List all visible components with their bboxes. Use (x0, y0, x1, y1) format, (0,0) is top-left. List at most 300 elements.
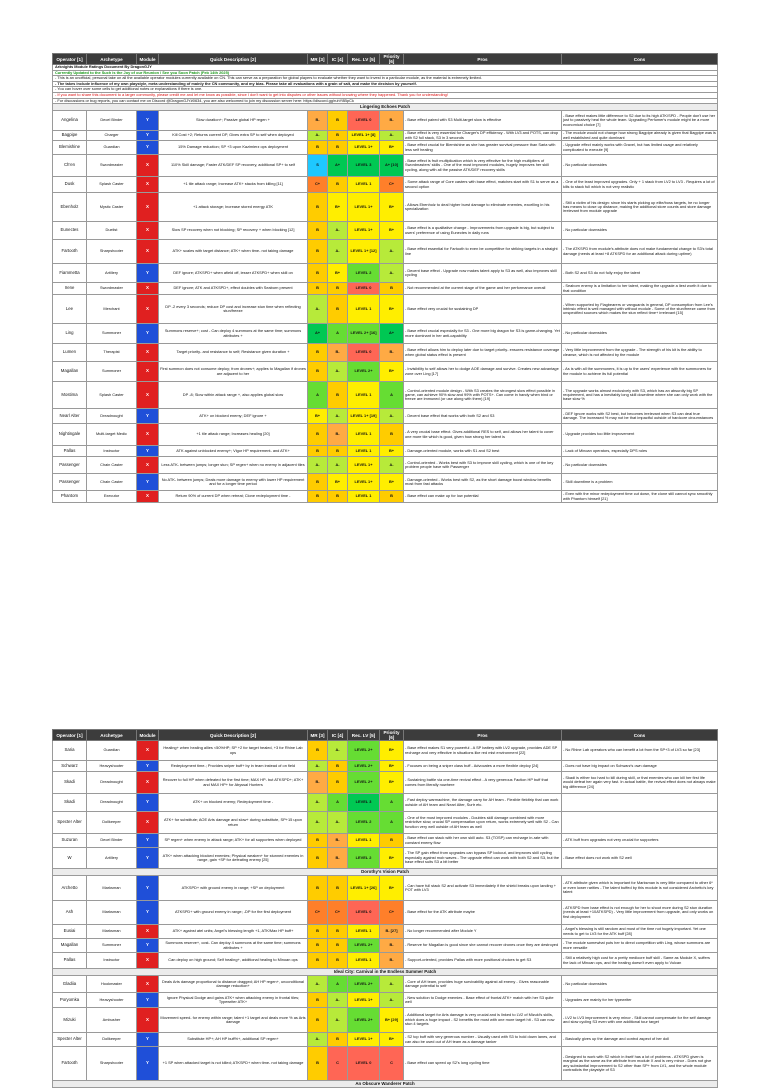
archetype: Mystic Caster (87, 193, 137, 222)
ic-rating: B (328, 876, 348, 901)
module-badge: X (137, 177, 159, 193)
cons-text: - Base effect makes little difference to S2 due to its high ATK/SPD - People don't use her just to passively heal the whole team. Upgrading Perfumer's module might be a more economical choice [7] (562, 111, 718, 131)
module-badge: X (137, 457, 159, 474)
ic-rating: B (328, 295, 348, 324)
cons-text: - Both S2 and S3 do not fully enjoy the talent (562, 264, 718, 283)
module-badge: Y (137, 939, 159, 953)
pros-text: - Some attack range of Core casters with base effect, matches start with S1 to serve as a second option (404, 177, 562, 193)
pros-text: - Base effect for the ATK attribute maybe (404, 901, 562, 925)
rec-level: LEVEL 2+ (348, 1008, 380, 1033)
info-line-5[interactable]: - For discussions or bug reports, you can contact me on Discord @DragonGJY#0634, you are also welcomed to join my discussion server here: https://discord.gg/ruhY8BpCk (53, 98, 718, 104)
ic-rating: B+ (328, 193, 348, 222)
module-badge: Y (137, 848, 159, 869)
section-header: Dorothy's Vision Patch (53, 869, 718, 876)
module-badge: Y (137, 993, 159, 1008)
mr-rating: B (308, 834, 328, 848)
module-badge: Y (137, 324, 159, 344)
module-badge: Y (137, 446, 159, 457)
quick-description: ATKSPD+ with ground enemy in range; -DP for the first deployment (159, 901, 308, 925)
ic-rating: B (328, 177, 348, 193)
archetype: Heavyshooter (87, 761, 137, 772)
mr-rating: B- (308, 111, 328, 131)
operator-name: Schwarz (53, 761, 87, 772)
header-cons: Cons (562, 54, 718, 65)
rec-level: LEVEL 3 (348, 155, 380, 177)
quick-description: ATK+ on blocked enemy; DEF ignore + (159, 409, 308, 424)
rec-level: LEVEL 2+ (348, 761, 380, 772)
cons-text: - Very little improvement from the upgrade - The strength of his kit is the ability to cleanse, which is not affected by the module (562, 344, 718, 362)
cons-text: - No particular downsides (562, 457, 718, 474)
cons-text: - The module would not change how strong Bagpipe already is given that Bagpipe was is well established and quite dominant (563, 130, 716, 140)
operator-name: Fartooth (53, 1047, 87, 1081)
ic-rating: C (328, 1047, 348, 1081)
table-row (53, 382, 718, 409)
archetype: Guardian (87, 741, 137, 761)
ratings-table-2 (52, 729, 718, 1088)
rec-level: LEVEL 0 (348, 901, 380, 925)
header-cons: Cons (562, 730, 718, 741)
table-row (53, 474, 718, 491)
module-badge: X (137, 193, 159, 222)
archetype: Marksman (87, 901, 137, 925)
priority-rating: A (380, 812, 404, 834)
quick-description: Movement speed- for enemy within range; talent +1 target and deals more % as Arts damage (159, 1008, 308, 1033)
pros-text: - S2 top buff with very generous number - Usually used with S3 to hold down lanes, and can also be used out of AH team as a damage tanker (404, 1033, 562, 1047)
header-priority: Priority [6] (380, 54, 404, 65)
table-row (53, 794, 718, 812)
rec-level: LEVEL 1 (348, 295, 380, 324)
module-badge: X (137, 295, 159, 324)
module-badge: X (137, 925, 159, 939)
pros-text: - Base effect paired with S3 Multi-target slow is effective (404, 111, 562, 131)
rec-level: LEVEL 1+ (348, 474, 380, 491)
section-header: Lingering Echoes Patch (53, 104, 718, 111)
cons-text: - ATK attribute given which is important for Marksman is very little compared to other 6* or even lower rarities - The talent buffed by this module is not considered Archetto's key talent (562, 876, 718, 901)
ic-rating: B (328, 131, 348, 141)
table-row (53, 155, 718, 177)
rec-level: LEVEL 2+ (348, 362, 380, 382)
module-badge: Y (137, 1047, 159, 1081)
quick-description: 15% Damage reduction; SP +3 upon Kazimierz ops deployment (159, 141, 308, 155)
rec-level: LEVEL 1 (348, 446, 380, 457)
operator-name: Passenger (53, 457, 87, 474)
ratings-sheet-1 (52, 53, 717, 503)
header-module: Module (137, 730, 159, 741)
mr-rating: A- (308, 457, 328, 474)
table-row (53, 939, 718, 953)
operator-name: Phantom (53, 491, 87, 503)
pros-text: - One of the most improved modules - Doubles skill damage combined with more restrictive slow, crucial SP compensation upon return, works extremely well with S2 - Can function very well outside of AH team as well (404, 812, 562, 834)
rec-level: LEVEL 1+ (348, 1033, 380, 1047)
ic-rating: B+ (328, 474, 348, 491)
pros-text: - Base effect can make up for low potential (404, 491, 562, 503)
quick-description: Healing+ when healing allies <50%HP; SP +2 for target healed, +3 for Rhine Lab ops (159, 741, 308, 761)
header-quick-description: Quick Description [2] (159, 730, 308, 741)
rec-level: LEVEL 1+ [19] (348, 409, 380, 424)
ic-rating: A- (328, 240, 348, 264)
archetype: Dreadnought (87, 794, 137, 812)
table-row (53, 344, 718, 362)
pros-text: - Base effect is a qualitative change - Improvements from upgrade is big, but subject to users' preference of using Eunectes in daily runs (404, 222, 562, 240)
cons-text: - Skadi is either too hard to kill during skill, or that enemies who can kill her first life would defeat her again very fast. In actual battle, the revival effect does not always make big difference [24] (562, 772, 718, 794)
archetype: Chain Caster (87, 457, 137, 474)
operator-name: Lumen (53, 344, 87, 362)
priority-rating: A- (380, 993, 404, 1008)
quick-description: DEF ignore; ATKSPD+ when afield off, lesser ATKSPD+ when skill on (159, 264, 308, 283)
operator-name: Dusk (53, 177, 87, 193)
mr-rating: C+ (308, 901, 328, 925)
operator-name: Specter Alter (53, 812, 87, 834)
ic-rating: B- (328, 834, 348, 848)
module-badge: X (137, 344, 159, 362)
operator-name: Ch'en (53, 155, 87, 177)
cons-text: - The upgrade works almost exclusively with S3, which has an absurdly big SP requirement, and has a inevitably long skill downtime where she can only work with the base slow % (562, 382, 718, 409)
cons-text: - The module somewhat puts her to direct competition with Ling, whose summons are more versatile (562, 939, 718, 953)
mr-rating: B (308, 362, 328, 382)
archetype: Artillery (87, 848, 137, 869)
module-badge: Y (137, 834, 159, 848)
table-row (53, 976, 718, 993)
operator-name: Eusiai (53, 925, 87, 939)
module-badge: X (137, 772, 159, 794)
table-row (53, 240, 718, 264)
pros-text: - Base effect crucial especially for S3 - One more big dragon for S3 is game-changing. Yet more dominant in her anti-capability (404, 324, 562, 344)
module-badge: X (137, 953, 159, 969)
rec-level: LEVEL 1 (348, 491, 380, 503)
cons-text: - The ATKSPD from module's attribute does not make fundamental change to S3's total damage (needs at least +8 ATKSPD for an additional attack during uptime) (562, 240, 718, 264)
priority-rating: A (380, 794, 404, 812)
ic-rating: B (328, 939, 348, 953)
rec-level: LEVEL 1+ [26] (348, 876, 380, 901)
rec-level: LEVEL 0 (348, 283, 380, 295)
header-quick-description: Quick Description [2] (159, 54, 308, 65)
priority-rating: A+ (380, 324, 404, 344)
table-row (53, 993, 718, 1008)
quick-description: Recover to full HP when defeated for the first time; MAX HP- but ATKSPD+; ATK+ and MAX HP+ for Abyssal Hunters (159, 772, 308, 794)
module-badge: Y (137, 111, 159, 131)
table-row (53, 491, 718, 503)
priority-rating: B- (380, 953, 404, 969)
mr-rating: B (308, 876, 328, 901)
cons-text: - Basically gives up the damage and control aspect of her doll (562, 1033, 718, 1047)
operator-name: Specter Alter (53, 1033, 87, 1047)
operator-name: Suzuran (53, 834, 87, 848)
header-ic: IC [4] (328, 54, 348, 65)
priority-rating: A (380, 382, 404, 409)
priority-rating: B+ (380, 474, 404, 491)
quick-description: No ATK- between jumps; Deals more damage to enemy with lower HP requirement and for a longer time period (159, 474, 308, 491)
module-badge: Y (137, 474, 159, 491)
header-pros: Pros (404, 730, 562, 741)
ic-rating: A (328, 976, 348, 993)
rec-level: LEVEL 1+ (348, 141, 380, 155)
ic-rating: B- (328, 848, 348, 869)
quick-description: Deals Arts damage proportional to distance dragged; AH HP regen+, unconditional damage reduction+ (159, 976, 308, 993)
ic-rating: A- (328, 409, 348, 424)
archetype: Charger (87, 131, 137, 141)
cons-text: - Even with the minor redeployment time cut down, the clone still cannot sync smoothly with Phantom himself [21] (562, 491, 718, 503)
table-row (53, 111, 718, 131)
rec-level: LEVEL 0 (348, 111, 380, 131)
rec-level: LEVEL 2 (348, 264, 380, 283)
cons-text: - When supported by Flagbearers or vanguards in general, DP consumption from Lee's intrinsic effect is well managed with without module - Some of the stun/freeze came from unspecified sources which makes the stun reflect time+ irrelevant [15] (562, 295, 718, 324)
ic-rating: A+ (328, 155, 348, 177)
module-badge: Y (137, 761, 159, 772)
operator-name: Skadi (53, 772, 87, 794)
header-archetype: Archetype (87, 730, 137, 741)
pros-text: - Control-oriented - Works best with S3 to improve skill cycling, which is one of the key problem people have with Passenger (404, 457, 562, 474)
ic-rating: B- (328, 344, 348, 362)
mr-rating: B (308, 240, 328, 264)
mr-rating: B (308, 424, 328, 446)
operator-name: Blemishine (53, 141, 87, 155)
rec-level: LEVEL 3 (348, 794, 380, 812)
pros-text: - Damage-oriented - Works best with S2, as the short damage boost window benefits most from fast attacks (404, 474, 562, 491)
cons-text: - Designed to work with S2 which in itself has a lot of problems - ATKSPD given is marginal as the same as the attribute from module X and is very minor - Does not give any substantial improvement to S2 other than SP+ from LV1, and the whole module contradicts the playstyle of S3 (562, 1047, 718, 1081)
pros-text: - Base effect can stack with her own skill auto. S3 (TOSP) can recharge in-rate with constant enemy flow (404, 834, 562, 848)
pros-text: - Not recommended at the current stage of the game and her performance overall (404, 283, 562, 295)
pros-text: - Damage-oriented module, works with S1 and S2 best (404, 446, 562, 457)
quick-description: DP -2 every 3 seconds; reduce DP cost and increase stun time when reflecting stun/freeze (159, 295, 308, 324)
module-badge: X (137, 491, 159, 503)
table-row (53, 741, 718, 761)
operator-name: Saria (53, 741, 87, 761)
operator-name: Fiammetta (53, 264, 87, 283)
priority-rating: B- (380, 111, 404, 131)
priority-rating: A- (380, 264, 404, 283)
module-badge: X (137, 362, 159, 382)
mr-rating: B (308, 939, 328, 953)
mr-rating: B (308, 1047, 328, 1081)
module-badge: X (137, 1008, 159, 1033)
mr-rating: A- (308, 131, 328, 141)
module-badge: Y (137, 794, 159, 812)
table-header (53, 730, 718, 741)
rec-level: LEVEL 1+ (348, 222, 380, 240)
pros-text: - Base effect is fruit multiplication which is very effective for the high multipliers of Swordmasters' skills - One of the most improved modules, hugely improves her skill cycling, along with all the passive ATK/DEF recovery skills (404, 155, 562, 177)
table-row (53, 953, 718, 969)
cons-text: - Still a victim of his design: since his starts picking up elite/boss targets, he no longer has means to close up distance, making the additional store counts and store damage irrelevant from module upgrade (562, 193, 718, 222)
rec-level: LEVEL 2+ (348, 976, 380, 993)
archetype: Chain Caster (87, 474, 137, 491)
rec-level: LEVEL 1+ [12] (348, 240, 380, 264)
section-header: Ideal City: Carnival in the Endless Summer Patch (53, 969, 718, 976)
quick-description: Slow SP recovery when not blocking; SP recovery + when blocking [12] (159, 222, 308, 240)
archetype: Therapist (87, 344, 137, 362)
operator-name: Ash (53, 901, 87, 925)
quick-description: ATK+ on blocked enemy; Redeployment time - (159, 794, 308, 812)
patch-line: Currently Updated to the Such is the Joy of our Reunion / See you Soon Patch (Feb 14th 2025) (53, 70, 718, 76)
priority-rating: B+ (380, 295, 404, 324)
mr-rating: A- (308, 295, 328, 324)
ic-rating: B- (328, 424, 348, 446)
mr-rating: A- (308, 812, 328, 834)
operator-name: Skadi (53, 794, 87, 812)
cons-text: - Upgrade effect mainly works with Gravel, but has limited usage and relatively complicated to execute [9] (562, 141, 718, 155)
pros-text: - Base effect is very essential for Charger's DP efficiency - With LV3 and POTS, can drop with S2 full stack, S3 in 3 seconds (404, 131, 562, 141)
cons-text: - No Rhine Lab operators who can benefit a lot from the SP+3 of LV3 so far [23] (562, 741, 718, 761)
table-row (53, 193, 718, 222)
table-row (53, 177, 718, 193)
priority-rating: B+ (380, 848, 404, 869)
info-line-4: - If you want to share this document to a larger community, please credit me and let me know as possible, since I don't want to get into disputes or other issues without knowing where they happened. Thank you for understanding! (53, 92, 718, 98)
operator-name: Nightingale (53, 424, 87, 446)
archetype: Instructor (87, 446, 137, 457)
priority-rating: B+ (380, 772, 404, 794)
table-row (53, 1047, 718, 1081)
quick-description: Less ATK- between jumps; longer stun; SP regen+ when no enemy in adjacent tiles (159, 457, 308, 474)
priority-rating: C+ (380, 901, 404, 925)
priority-rating: B+ (380, 741, 404, 761)
cons-text: - Skill downtime is a problem (562, 474, 718, 491)
archetype: Decel Binder (87, 834, 137, 848)
rec-level: LEVEL 1 (348, 177, 380, 193)
section-header: An Obscure Wanderer Patch (53, 1081, 718, 1088)
module-badge: X (137, 222, 159, 240)
archetype: Marksman (87, 876, 137, 901)
rec-level: LEVEL 1+ (348, 993, 380, 1008)
archetype: Merchant (87, 295, 137, 324)
mr-rating: B (308, 283, 328, 295)
table-row (53, 1033, 718, 1047)
info-line-2: - The takes include influence of my own playstyle, meta understanding of mainly the CN community, and my bias. Please take all evaluations with a grain of salt, and make the decision by yourself. (53, 81, 718, 87)
operator-name: Lee (53, 295, 87, 324)
operator-name: Eunectes (53, 222, 87, 240)
priority-rating: C (380, 1047, 404, 1081)
mr-rating: B (308, 741, 328, 761)
archetype: Artillery (87, 264, 137, 283)
ic-rating: A- (328, 457, 348, 474)
priority-rating: A+ [10] (380, 155, 404, 177)
pros-text: - Base effect allows him to deploy later due to target priority- ensures resistance coverage when global status effect is present (404, 344, 562, 362)
operator-name: Gladiia (53, 976, 87, 993)
mr-rating: A (308, 382, 328, 409)
header-rec-lv: Rec. LV [5] (348, 54, 380, 65)
rec-level: LEVEL 0 (348, 344, 380, 362)
archetype: Splash Caster (87, 177, 137, 193)
priority-rating: B (380, 283, 404, 295)
mr-rating: B (308, 344, 328, 362)
cons-text: - One of the least improved upgrades. Only + 1 stack from LV2 to LV3 - Requires a lot of kills to stack full which is not very realistic (562, 177, 718, 193)
archetype: Instructor (87, 953, 137, 969)
module-badge: Y (137, 876, 159, 901)
pros-text: - The SP gain effect from upgrades can bypass SP lockout, and improves skill cycling especially against mob waves - The upgrade effect can work with both S2 and S3, but the base effect suits S3 a bit better (404, 848, 562, 869)
operator-name: Pallas (53, 446, 87, 457)
ic-rating: B (328, 491, 348, 503)
rec-level: LEVEL 1+ (348, 457, 380, 474)
table-row (53, 131, 718, 141)
mr-rating: S (308, 155, 328, 177)
mr-rating: B (308, 1008, 328, 1033)
mr-rating: B (308, 953, 328, 969)
module-badge: X (137, 155, 159, 177)
header-rec-lv: Rec. LV [5] (348, 730, 380, 741)
table-row (53, 362, 718, 382)
mr-rating: A+ (308, 324, 328, 344)
pros-text: - Invisibility to self allows her to dodge AOE damage and survive. Creates new advantage zone over Ling [17] (404, 362, 562, 382)
quick-description: ATK+ against atel units; Angel's blessing length +1, ATK/Max HP buff+ (159, 925, 308, 939)
operator-name: Irene (53, 283, 87, 295)
quick-description: Kill Cost +2; Returns current DP, Gives extra SP to self when deployed (159, 131, 308, 141)
header-mr: MR [3] (308, 54, 328, 65)
ic-rating: B (328, 446, 348, 457)
operator-name: Mostima (53, 382, 87, 409)
header-priority: Priority [6] (380, 730, 404, 741)
operator-name: Passenger (53, 474, 87, 491)
header-operator: Operator [1] (53, 730, 87, 741)
archetype: Swordmaster (87, 155, 137, 177)
cons-text (562, 812, 718, 834)
ic-rating: B (328, 111, 348, 131)
rec-level: LEVEL 2+ (348, 939, 380, 953)
rec-level: LEVEL 2+ (348, 772, 380, 794)
archetype: Summoner (87, 362, 137, 382)
rec-level: LEVEL 1 (348, 424, 380, 446)
mr-rating: B+ (308, 409, 328, 424)
table-row (53, 1008, 718, 1033)
priority-rating: B+ (380, 876, 404, 901)
cons-text (562, 794, 718, 812)
archetype: Marksman (87, 925, 137, 939)
operator-name: W (53, 848, 87, 869)
operator-name: Nearl Alter (53, 409, 87, 424)
mr-rating: B- (308, 772, 328, 794)
table-row (53, 876, 718, 901)
rec-level: LEVEL 2 (348, 848, 380, 869)
table-row (53, 283, 718, 295)
header-ic: IC [4] (328, 730, 348, 741)
module-badge: X (137, 976, 159, 993)
pros-text: - Core of AH team, provides huge survivability against all enemy - Gives reasonable damage potential to self (404, 976, 562, 993)
info-line-3: - You can hover over some cells to get additional notes or explanations if there is one. (53, 87, 718, 93)
quick-description: DP -8; Slow within attack range +, also applies global slow (159, 382, 308, 409)
header-pros: Pros (404, 54, 562, 65)
quick-description: ATKSPD+ with ground enemy in range; +SP on deployment (159, 876, 308, 901)
cons-text: - Still a relatively high cost for a pretty mediocre buff skill - Same as Module X, suffers the lack of Minoan ops, and the healing doesn't even apply to Vulcan (562, 953, 718, 969)
archetype: Dreadnought (87, 772, 137, 794)
table-row (53, 457, 718, 474)
rec-level: LEVEL 1+ (348, 193, 380, 222)
mr-rating: C+ (308, 177, 328, 193)
pros-text: - Base effect very crucial for sustaining DP (404, 295, 562, 324)
priority-rating: C+ (380, 177, 404, 193)
priority-rating: A- (380, 457, 404, 474)
archetype: Guardian (87, 141, 137, 155)
cons-text: - Does not have big impact on Schwarz's own damage (562, 761, 718, 772)
quick-description: Target priority- and resistance to self; Resistance given duration + (159, 344, 308, 362)
mr-rating: A- (308, 1033, 328, 1047)
quick-description: ATK+ scales with target distance; ATK+ when time- not taking damage (159, 240, 308, 264)
ic-rating: B+ (328, 264, 348, 283)
quick-description: ATK+ for substitute; AOE Arts damage and slow+ during substitute, SP+15 upon return (159, 812, 308, 834)
ic-rating: A- (328, 362, 348, 382)
pros-text: - Decent base effect that works with both S2 and S3 (404, 409, 562, 424)
ic-rating: B (328, 283, 348, 295)
table-row (53, 446, 718, 457)
priority-rating: A- (380, 131, 404, 141)
pros-text: - Can have full stack S2 and activate S3 immediately if the shield breaks upon landing + POT with LV3 (404, 876, 562, 901)
operator-name: Magallan (53, 939, 87, 953)
ic-rating: A (328, 794, 348, 812)
ratings-sheet-2 (52, 729, 717, 1088)
pros-text: - Base effect can speed up S2's long cycling time (404, 1047, 562, 1081)
module-badge: Y (137, 1033, 159, 1047)
operator-name: Ling (53, 324, 87, 344)
rows-ideal-city (53, 976, 718, 1081)
mr-rating: A- (308, 976, 328, 993)
priority-rating: B+ (380, 193, 404, 222)
quick-description: +1 tile attack range; Increase ATK+ stacks from killing [11] (159, 177, 308, 193)
